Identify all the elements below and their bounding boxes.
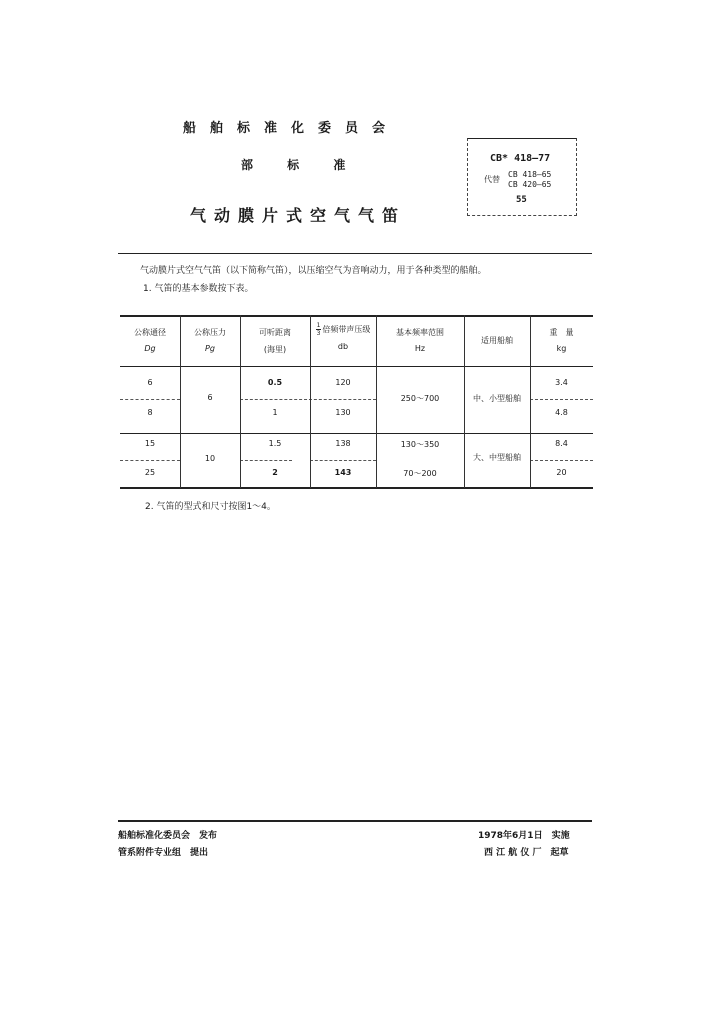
group1-pg: 6 [207,393,213,402]
proposer-line: 管系附件专业组 提出 [118,848,209,858]
clause-1: 1. 气笛的基本参数按下表。 [143,284,254,294]
header-frequency: 基本频率范围 Hz [396,328,444,353]
header-ship-type: 适用船舶 [481,336,513,345]
row1-dg: 6 [147,378,153,387]
standard-code: CB* 418—77 [490,153,551,164]
group2-ship-type: 大、中型船舶 [473,453,521,462]
row1-sound: 120 [335,378,351,387]
row1-range: 0.5 [267,378,283,387]
footer-divider [118,820,592,822]
row2-weight: 4.8 [555,408,568,417]
row3-range: 1.5 [268,439,282,448]
header-audible-range: 可听距离 (海里) [259,328,291,354]
clause-2: 2. 气笛的型式和尺寸按图1～4。 [145,502,276,512]
header-weight: 重 量 kg [549,328,574,353]
header-pg: 公称压力 Pg [194,328,226,353]
group2-frequency-a: 130～350 [400,440,440,449]
group1-frequency: 250～700 [400,394,440,403]
row3-sound: 138 [335,439,351,448]
header-sound-level: $\frac{1}{3}$倍频带声压级 db [316,322,371,351]
header-dg: 公称通径 Dg [134,328,166,353]
row3-dg: 15 [144,439,156,448]
replaced-standard-2: CB 420—65 [508,180,552,189]
row1-weight: 3.4 [555,378,568,387]
organization-name: 船舶标准化委员会 [183,121,400,136]
standard-level: 部 标 准 [241,158,361,172]
replaced-standard-1: CB 418—65 [508,170,552,179]
group2-pg: 10 [204,454,216,463]
page-number: 55 [516,195,527,205]
parameters-table [120,315,593,488]
row2-sound: 130 [335,408,351,417]
row4-dg: 25 [144,468,156,477]
drafter-line: 西 江 航 仪 厂 起草 [484,848,569,858]
group2-frequency-b: 70～200 [403,469,437,478]
replaces-label: 代替 [484,175,500,184]
group1-ship-type: 中、小型船舶 [473,394,521,403]
issuer-line: 船舶标准化委员会 发布 [118,831,218,841]
document-title: 气动膜片式空气气笛 [190,206,407,225]
row4-sound: 143 [334,468,352,477]
standard-number-box [467,138,577,216]
intro-paragraph: 气动膜片式空气气笛（以下简称气笛），以压缩空气为音响动力，用于各种类型的船舶。 [140,266,487,276]
one-third-fraction: $\frac{1}{3}$ [316,322,321,337]
header-divider [118,253,592,254]
row2-range: 1 [272,408,278,417]
row3-weight: 8.4 [555,439,568,448]
row4-range: 2 [272,468,278,477]
row2-dg: 8 [147,408,153,417]
row4-weight: 20 [556,468,567,477]
effective-date-line: 1978年6月1日 实施 [478,831,570,841]
